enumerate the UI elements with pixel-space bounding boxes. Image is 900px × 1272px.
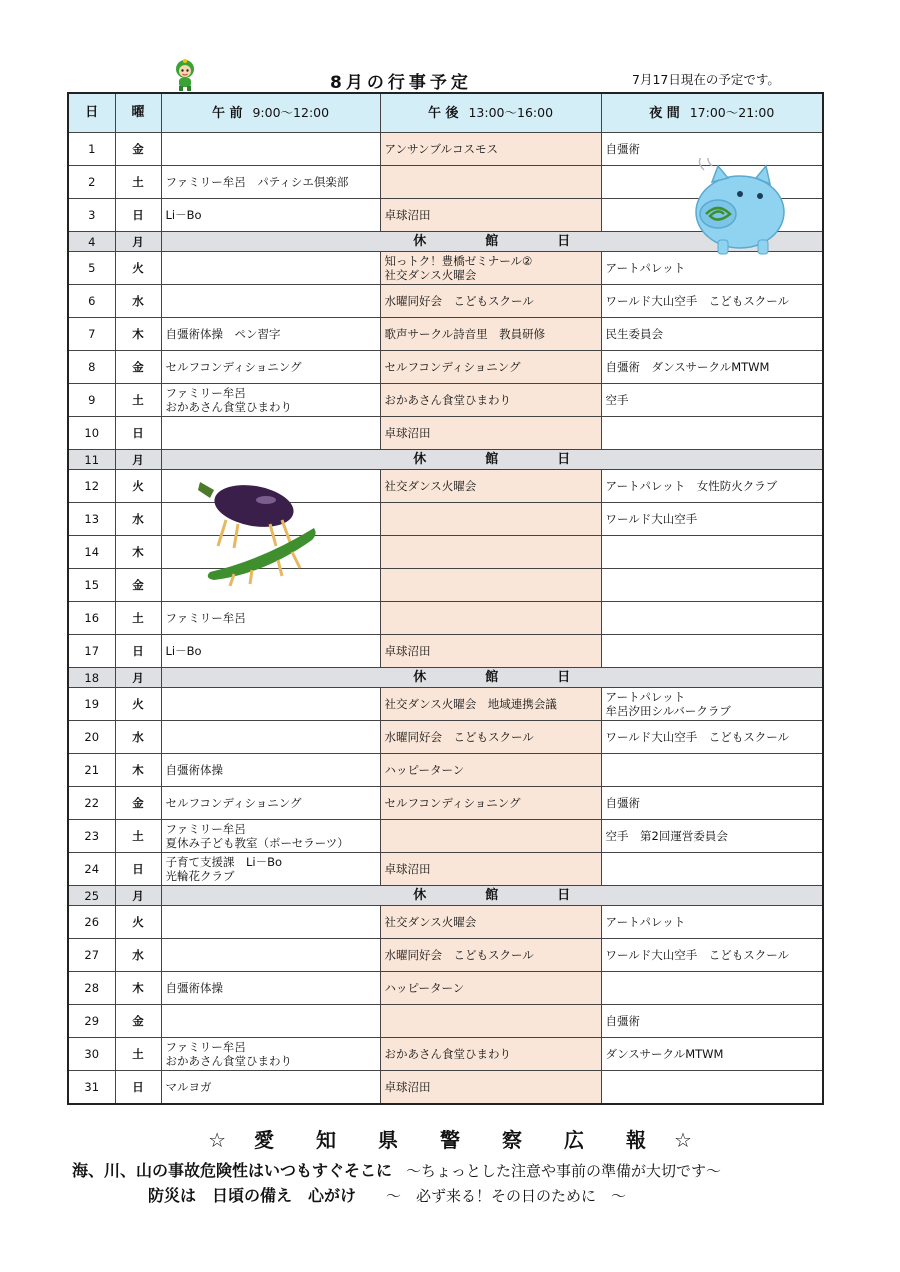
schedule-row bbox=[68, 417, 823, 450]
day-number: 14 bbox=[68, 536, 115, 569]
night-events bbox=[601, 1038, 823, 1071]
event-item: 卓球沼田 bbox=[384, 426, 431, 440]
event-item: 社交ダンス火曜会 bbox=[384, 479, 477, 493]
closed-char: 休 bbox=[413, 451, 427, 467]
closed-char: 日 bbox=[557, 233, 571, 249]
closed-day-label bbox=[161, 450, 823, 470]
night-events bbox=[601, 417, 823, 450]
obon-vegetable-animals-icon bbox=[192, 476, 322, 586]
event-item: Li－Bo bbox=[165, 208, 202, 222]
schedule-row bbox=[68, 1038, 823, 1071]
closed-day-row bbox=[68, 668, 823, 688]
pm-events bbox=[380, 199, 601, 232]
event-item: アートパレット bbox=[605, 690, 686, 704]
night-events bbox=[601, 754, 823, 787]
night-events bbox=[601, 569, 823, 602]
night-label: 夜 間 bbox=[649, 105, 680, 121]
slogan-water-main: 海、川、山の事故危険性はいつもすぐそこに bbox=[72, 1161, 393, 1180]
closed-char: 日 bbox=[557, 451, 571, 467]
day-number: 11 bbox=[68, 450, 115, 470]
police-title-char: 愛 bbox=[254, 1128, 274, 1152]
am-events bbox=[161, 906, 380, 939]
event-item: ハッピーターン bbox=[384, 763, 465, 777]
mosquito-coil-pig-icon bbox=[682, 158, 794, 258]
weekday: 木 bbox=[115, 754, 161, 787]
event-item: 子育て支援課 Li－Bo bbox=[165, 855, 283, 869]
closed-day-row bbox=[68, 886, 823, 906]
day-number: 19 bbox=[68, 688, 115, 721]
schedule-row bbox=[68, 1071, 823, 1104]
weekday: 金 bbox=[115, 351, 161, 384]
day-number: 18 bbox=[68, 668, 115, 688]
event-item: おかあさん食堂ひまわり bbox=[384, 393, 511, 407]
event-item: 自彊術体操 ペン習字 bbox=[165, 327, 281, 341]
am-time: 9:00～12:00 bbox=[252, 104, 330, 120]
event-item: ワールド大山空手 こどもスクール bbox=[605, 294, 790, 308]
event-item: Li－Bo bbox=[165, 644, 202, 658]
police-title-char: 察 bbox=[502, 1128, 522, 1152]
closed-char: 休 bbox=[413, 669, 427, 685]
am-events bbox=[161, 166, 380, 199]
am-events bbox=[161, 252, 380, 285]
weekday: 水 bbox=[115, 285, 161, 318]
day-number: 30 bbox=[68, 1038, 115, 1071]
event-item: 自彊術 bbox=[605, 1014, 640, 1028]
weekday: 火 bbox=[115, 906, 161, 939]
day-number: 4 bbox=[68, 232, 115, 252]
event-item: 自彊術体操 bbox=[165, 981, 223, 995]
event-item: 水曜同好会 こどもスクール bbox=[384, 948, 534, 962]
event-item: 夏休み子ども教室（ポーセラーツ） bbox=[165, 836, 349, 850]
event-item: 水曜同好会 こどもスクール bbox=[384, 294, 534, 308]
schedule-row bbox=[68, 351, 823, 384]
event-item: 光輪花クラブ bbox=[165, 869, 235, 883]
event-item: おかあさん食堂ひまわり bbox=[165, 400, 292, 414]
schedule-row bbox=[68, 853, 823, 886]
event-item: 卓球沼田 bbox=[384, 1079, 431, 1094]
schedule-row bbox=[68, 470, 823, 503]
schedule-row bbox=[68, 503, 823, 536]
pm-events bbox=[380, 503, 601, 536]
police-notice-title bbox=[0, 1124, 900, 1153]
day-number: 7 bbox=[68, 318, 115, 351]
police-title-char: 警 bbox=[440, 1128, 460, 1152]
event-item: 自彊術 bbox=[605, 142, 640, 156]
schedule-row bbox=[68, 972, 823, 1005]
event-item: 民生委員会 bbox=[605, 327, 663, 341]
event-item: アートパレット bbox=[605, 915, 686, 929]
day-number: 22 bbox=[68, 787, 115, 820]
schedule-row bbox=[68, 688, 823, 721]
day-number: 27 bbox=[68, 939, 115, 972]
pm-events bbox=[380, 384, 601, 417]
night-events bbox=[601, 602, 823, 635]
weekday: 月 bbox=[115, 668, 161, 688]
schedule-row bbox=[68, 1005, 823, 1038]
night-events bbox=[601, 318, 823, 351]
weekday: 木 bbox=[115, 536, 161, 569]
schedule-row bbox=[68, 536, 823, 569]
pm-events bbox=[380, 820, 601, 853]
event-item: マルヨガ bbox=[165, 1079, 212, 1094]
pm-events bbox=[380, 166, 601, 199]
day-column-header: 日 bbox=[68, 93, 115, 133]
event-item: ファミリー牟呂 bbox=[165, 822, 246, 836]
event-item: アートパレット bbox=[605, 261, 686, 275]
pm-events bbox=[380, 417, 601, 450]
closed-day-row bbox=[68, 450, 823, 470]
event-item: ファミリー牟呂 パティシエ倶楽部 bbox=[165, 175, 349, 189]
day-number: 20 bbox=[68, 721, 115, 754]
day-number: 10 bbox=[68, 417, 115, 450]
closed-char: 休 bbox=[413, 233, 427, 249]
am-events bbox=[161, 1038, 380, 1071]
event-item: 卓球沼田 bbox=[384, 644, 431, 658]
event-item: ワールド大山空手 こどもスクール bbox=[605, 730, 790, 744]
police-title-chars bbox=[233, 1124, 667, 1153]
event-item: 卓球沼田 bbox=[384, 208, 431, 222]
event-item: 自彊術体操 bbox=[165, 763, 223, 777]
weekday: 金 bbox=[115, 133, 161, 166]
schedule-row bbox=[68, 635, 823, 668]
event-item: おかあさん食堂ひまわり bbox=[165, 1054, 292, 1068]
pm-events bbox=[380, 569, 601, 602]
weekday: 火 bbox=[115, 252, 161, 285]
pm-events bbox=[380, 972, 601, 1005]
schedule-row bbox=[68, 602, 823, 635]
closed-char: 日 bbox=[557, 887, 571, 903]
weekday: 金 bbox=[115, 569, 161, 602]
event-item: ハッピーターン bbox=[384, 981, 465, 995]
am-events bbox=[161, 635, 380, 668]
night-events bbox=[601, 470, 823, 503]
weekday-column-header: 曜 bbox=[115, 93, 161, 133]
day-number: 29 bbox=[68, 1005, 115, 1038]
schedule-row bbox=[68, 820, 823, 853]
night-events bbox=[601, 635, 823, 668]
weekday: 火 bbox=[115, 470, 161, 503]
night-events bbox=[601, 972, 823, 1005]
night-events bbox=[601, 939, 823, 972]
pm-events bbox=[380, 252, 601, 285]
closed-char: 館 bbox=[485, 233, 499, 249]
closed-char: 館 bbox=[485, 887, 499, 903]
day-number: 28 bbox=[68, 972, 115, 1005]
am-events bbox=[161, 351, 380, 384]
event-item: 社交ダンス火曜会 地域連携会議 bbox=[384, 697, 557, 711]
event-item: 社交ダンス火曜会 bbox=[384, 268, 477, 282]
pm-events bbox=[380, 721, 601, 754]
night-events bbox=[601, 820, 823, 853]
am-events bbox=[161, 318, 380, 351]
day-number: 9 bbox=[68, 384, 115, 417]
schedule-row bbox=[68, 787, 823, 820]
pm-events bbox=[380, 1071, 601, 1104]
event-item: ファミリー牟呂 bbox=[165, 1040, 246, 1054]
night-events bbox=[601, 351, 823, 384]
night-events bbox=[601, 536, 823, 569]
pm-label: 午 後 bbox=[427, 105, 459, 121]
am-events bbox=[161, 688, 380, 721]
star-icon-left: ☆ bbox=[208, 1128, 227, 1152]
night-events bbox=[601, 721, 823, 754]
am-events bbox=[161, 602, 380, 635]
weekday: 日 bbox=[115, 635, 161, 668]
closed-char: 館 bbox=[485, 451, 499, 467]
pm-events bbox=[380, 318, 601, 351]
slogan-disaster-main: 防災は 日頃の備え 心がけ bbox=[148, 1186, 357, 1205]
day-number: 26 bbox=[68, 906, 115, 939]
event-item: 知っトク！豊橋ゼミナール② bbox=[384, 254, 533, 268]
event-item: 自彊術 bbox=[605, 796, 640, 810]
am-events bbox=[161, 972, 380, 1005]
am-events bbox=[161, 133, 380, 166]
am-events bbox=[161, 820, 380, 853]
pm-events bbox=[380, 787, 601, 820]
day-number: 24 bbox=[68, 853, 115, 886]
event-item: ダンスサークルMTWM bbox=[605, 1047, 724, 1061]
day-number: 6 bbox=[68, 285, 115, 318]
slogan-water-sub: ～ちょっとした注意や事前の準備が大切です～ bbox=[406, 1162, 722, 1180]
weekday: 月 bbox=[115, 450, 161, 470]
night-events bbox=[601, 285, 823, 318]
schedule-row bbox=[68, 906, 823, 939]
event-item: セルフコンディショニング bbox=[165, 360, 302, 374]
closed-day-label bbox=[161, 668, 823, 688]
day-number: 15 bbox=[68, 569, 115, 602]
weekday: 木 bbox=[115, 318, 161, 351]
night-events bbox=[601, 853, 823, 886]
schedule-row bbox=[68, 384, 823, 417]
event-item: アンサンブルコスモス bbox=[384, 142, 499, 156]
event-item: 自彊術 ダンスサークルMTWM bbox=[605, 360, 770, 374]
am-events bbox=[161, 199, 380, 232]
am-events bbox=[161, 787, 380, 820]
day-number: 25 bbox=[68, 886, 115, 906]
schedule-header-row bbox=[68, 93, 823, 133]
am-events bbox=[161, 1071, 380, 1104]
pm-events bbox=[380, 1038, 601, 1071]
day-number: 5 bbox=[68, 252, 115, 285]
am-events bbox=[161, 1005, 380, 1038]
schedule-row bbox=[68, 721, 823, 754]
schedule-row bbox=[68, 285, 823, 318]
pm-column-header bbox=[380, 93, 601, 133]
police-title-char: 県 bbox=[378, 1128, 398, 1152]
night-events bbox=[601, 688, 823, 721]
event-item: セルフコンディショニング bbox=[384, 360, 521, 374]
night-events bbox=[601, 1071, 823, 1104]
pm-events bbox=[380, 351, 601, 384]
event-item: 卓球沼田 bbox=[384, 862, 431, 876]
event-item: 社交ダンス火曜会 bbox=[384, 915, 477, 929]
weekday: 月 bbox=[115, 886, 161, 906]
night-column-header bbox=[601, 93, 823, 133]
weekday: 木 bbox=[115, 972, 161, 1005]
day-number: 2 bbox=[68, 166, 115, 199]
pm-events bbox=[380, 602, 601, 635]
am-label: 午 前 bbox=[211, 105, 243, 121]
event-item: 水曜同好会 こどもスクール bbox=[384, 730, 534, 744]
day-number: 12 bbox=[68, 470, 115, 503]
day-number: 21 bbox=[68, 754, 115, 787]
weekday: 日 bbox=[115, 417, 161, 450]
day-number: 3 bbox=[68, 199, 115, 232]
event-item: 牟呂汐田シルバークラブ bbox=[605, 704, 731, 718]
police-title-char: 報 bbox=[626, 1128, 646, 1152]
weekday: 水 bbox=[115, 721, 161, 754]
am-events bbox=[161, 754, 380, 787]
event-item: ファミリー牟呂 bbox=[165, 386, 246, 400]
pm-events bbox=[380, 536, 601, 569]
event-item: 空手 第2回運営委員会 bbox=[605, 829, 728, 843]
weekday: 土 bbox=[115, 602, 161, 635]
night-events bbox=[601, 787, 823, 820]
weekday: 水 bbox=[115, 503, 161, 536]
weekday: 日 bbox=[115, 199, 161, 232]
event-item: ファミリー牟呂 bbox=[165, 611, 246, 625]
event-item: アートパレット 女性防火クラブ bbox=[605, 479, 778, 493]
night-events bbox=[601, 1005, 823, 1038]
weekday: 土 bbox=[115, 820, 161, 853]
weekday: 火 bbox=[115, 688, 161, 721]
closed-char: 休 bbox=[413, 887, 427, 903]
day-number: 31 bbox=[68, 1071, 115, 1104]
day-number: 8 bbox=[68, 351, 115, 384]
day-number: 17 bbox=[68, 635, 115, 668]
night-time: 17:00～21:00 bbox=[689, 104, 775, 120]
am-events bbox=[161, 417, 380, 450]
pm-events bbox=[380, 853, 601, 886]
pm-events bbox=[380, 1005, 601, 1038]
weekday: 日 bbox=[115, 1071, 161, 1104]
weekday: 土 bbox=[115, 384, 161, 417]
weekday: 金 bbox=[115, 787, 161, 820]
day-number: 1 bbox=[68, 133, 115, 166]
event-item: ワールド大山空手 こどもスクール bbox=[605, 948, 790, 962]
closed-day-label bbox=[161, 886, 823, 906]
day-number: 16 bbox=[68, 602, 115, 635]
pm-events bbox=[380, 470, 601, 503]
weekday: 金 bbox=[115, 1005, 161, 1038]
pm-events bbox=[380, 939, 601, 972]
schedule-row bbox=[68, 939, 823, 972]
police-title-char: 知 bbox=[316, 1128, 336, 1152]
pm-time: 13:00～16:00 bbox=[468, 104, 554, 120]
am-events bbox=[161, 939, 380, 972]
pm-events bbox=[380, 285, 601, 318]
closed-char: 館 bbox=[485, 669, 499, 685]
night-events bbox=[601, 906, 823, 939]
am-events bbox=[161, 285, 380, 318]
pm-events bbox=[380, 906, 601, 939]
event-item: 空手 bbox=[605, 393, 629, 407]
day-number: 13 bbox=[68, 503, 115, 536]
day-number: 23 bbox=[68, 820, 115, 853]
event-item: おかあさん食堂ひまわり bbox=[384, 1047, 511, 1061]
weekday: 月 bbox=[115, 232, 161, 252]
night-events bbox=[601, 384, 823, 417]
night-events bbox=[601, 503, 823, 536]
am-column-header bbox=[161, 93, 380, 133]
page-title: 8月の行事予定 bbox=[330, 73, 472, 93]
schedule-row bbox=[68, 569, 823, 602]
star-icon-right: ☆ bbox=[673, 1128, 692, 1152]
schedule-body bbox=[68, 133, 823, 1104]
schedule-row bbox=[68, 318, 823, 351]
am-events bbox=[161, 721, 380, 754]
am-events bbox=[161, 384, 380, 417]
weekday: 土 bbox=[115, 1038, 161, 1071]
pm-events bbox=[380, 133, 601, 166]
mascot-character-icon bbox=[170, 58, 200, 92]
event-item: ワールド大山空手 bbox=[605, 512, 698, 526]
slogan-disaster-sub: ～ 必ず来る！その日のために ～ bbox=[386, 1187, 627, 1205]
schedule-row bbox=[68, 754, 823, 787]
event-item: セルフコンディショニング bbox=[165, 796, 302, 810]
pm-events bbox=[380, 754, 601, 787]
weekday: 土 bbox=[115, 166, 161, 199]
pm-events bbox=[380, 688, 601, 721]
slogan-disaster-prep bbox=[148, 1183, 626, 1206]
am-events bbox=[161, 853, 380, 886]
slogan-water-safety bbox=[72, 1158, 721, 1181]
weekday: 日 bbox=[115, 853, 161, 886]
closed-char: 日 bbox=[557, 669, 571, 685]
event-item: 歌声サークル詩音里 教員研修 bbox=[384, 327, 546, 341]
weekday: 水 bbox=[115, 939, 161, 972]
as-of-note: 7月17日現在の予定です。 bbox=[632, 72, 780, 87]
police-title-char: 広 bbox=[564, 1128, 584, 1152]
event-item: セルフコンディショニング bbox=[384, 796, 521, 810]
pm-events bbox=[380, 635, 601, 668]
